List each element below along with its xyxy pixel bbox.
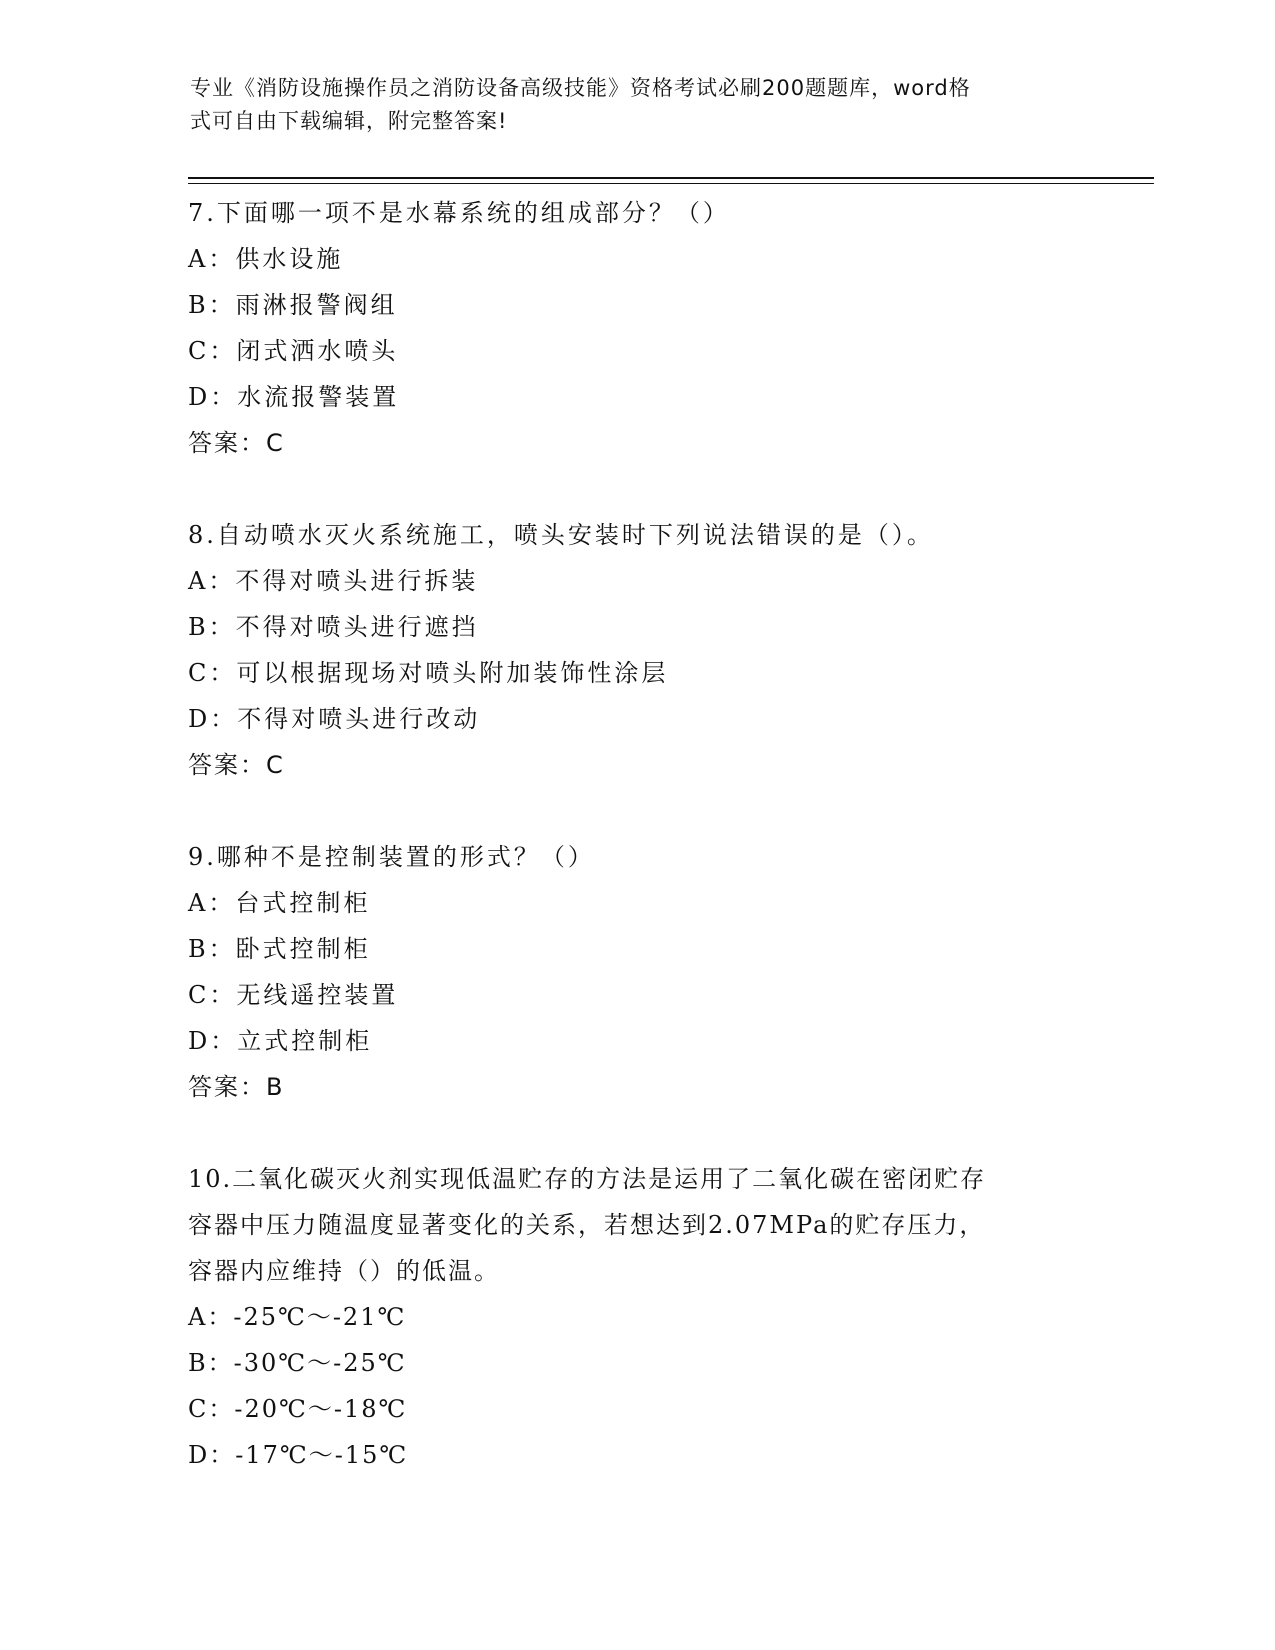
question-stem-line-3: 容器内应维持（）的低温。 xyxy=(188,1257,500,1285)
option-b: B：-30℃～-25℃ xyxy=(188,1349,407,1377)
option-c: C：无线遥控装置 xyxy=(188,981,399,1009)
option-d: D：立式控制柜 xyxy=(188,1027,373,1055)
option-d: D：-17℃～-15℃ xyxy=(188,1441,409,1469)
question-10 xyxy=(188,1156,1088,1478)
header-divider-thick xyxy=(188,177,1154,179)
answer-line: 答案：C xyxy=(188,751,285,779)
option-c: C：闭式洒水喷头 xyxy=(188,337,399,365)
option-d: D：水流报警装置 xyxy=(188,383,400,411)
option-b: B：雨淋报警阀组 xyxy=(188,291,398,319)
option-d: D：不得对喷头进行改动 xyxy=(188,705,481,733)
question-7 xyxy=(188,190,1088,466)
header-divider-thin xyxy=(188,183,1154,184)
option-a: A：供水设施 xyxy=(188,245,344,273)
option-a: A：-25℃～-21℃ xyxy=(188,1303,407,1331)
option-a: A：不得对喷头进行拆装 xyxy=(188,567,479,595)
document-header xyxy=(190,72,1090,138)
question-list xyxy=(188,190,1088,1524)
header-line-2: 式可自由下载编辑，附完整答案! xyxy=(190,109,508,133)
question-9 xyxy=(188,834,1088,1110)
header-line-1: 专业《消防设施操作员之消防设备高级技能》资格考试必刷200题题库，word格 xyxy=(190,76,971,100)
option-a: A：台式控制柜 xyxy=(188,889,371,917)
option-b: B：不得对喷头进行遮挡 xyxy=(188,613,479,641)
answer-line: 答案：B xyxy=(188,1073,285,1101)
question-stem: 8.自动喷水灭火系统施工，喷头安装时下列说法错误的是（）。 xyxy=(188,521,934,549)
question-stem-line-1: 10.二氧化碳灭火剂实现低温贮存的方法是运用了二氧化碳在密闭贮存 xyxy=(188,1165,987,1193)
question-stem: 7.下面哪一项不是水幕系统的组成部分？（） xyxy=(188,199,730,227)
question-stem: 9.哪种不是控制装置的形式？（） xyxy=(188,843,595,871)
option-c: C：-20℃～-18℃ xyxy=(188,1395,408,1423)
option-b: B：卧式控制柜 xyxy=(188,935,371,963)
question-8 xyxy=(188,512,1088,788)
answer-line: 答案：C xyxy=(188,429,285,457)
option-c: C：可以根据现场对喷头附加装饰性涂层 xyxy=(188,659,669,687)
question-stem-line-2: 容器中压力随温度显著变化的关系，若想达到2.07MPa的贮存压力， xyxy=(188,1211,986,1239)
